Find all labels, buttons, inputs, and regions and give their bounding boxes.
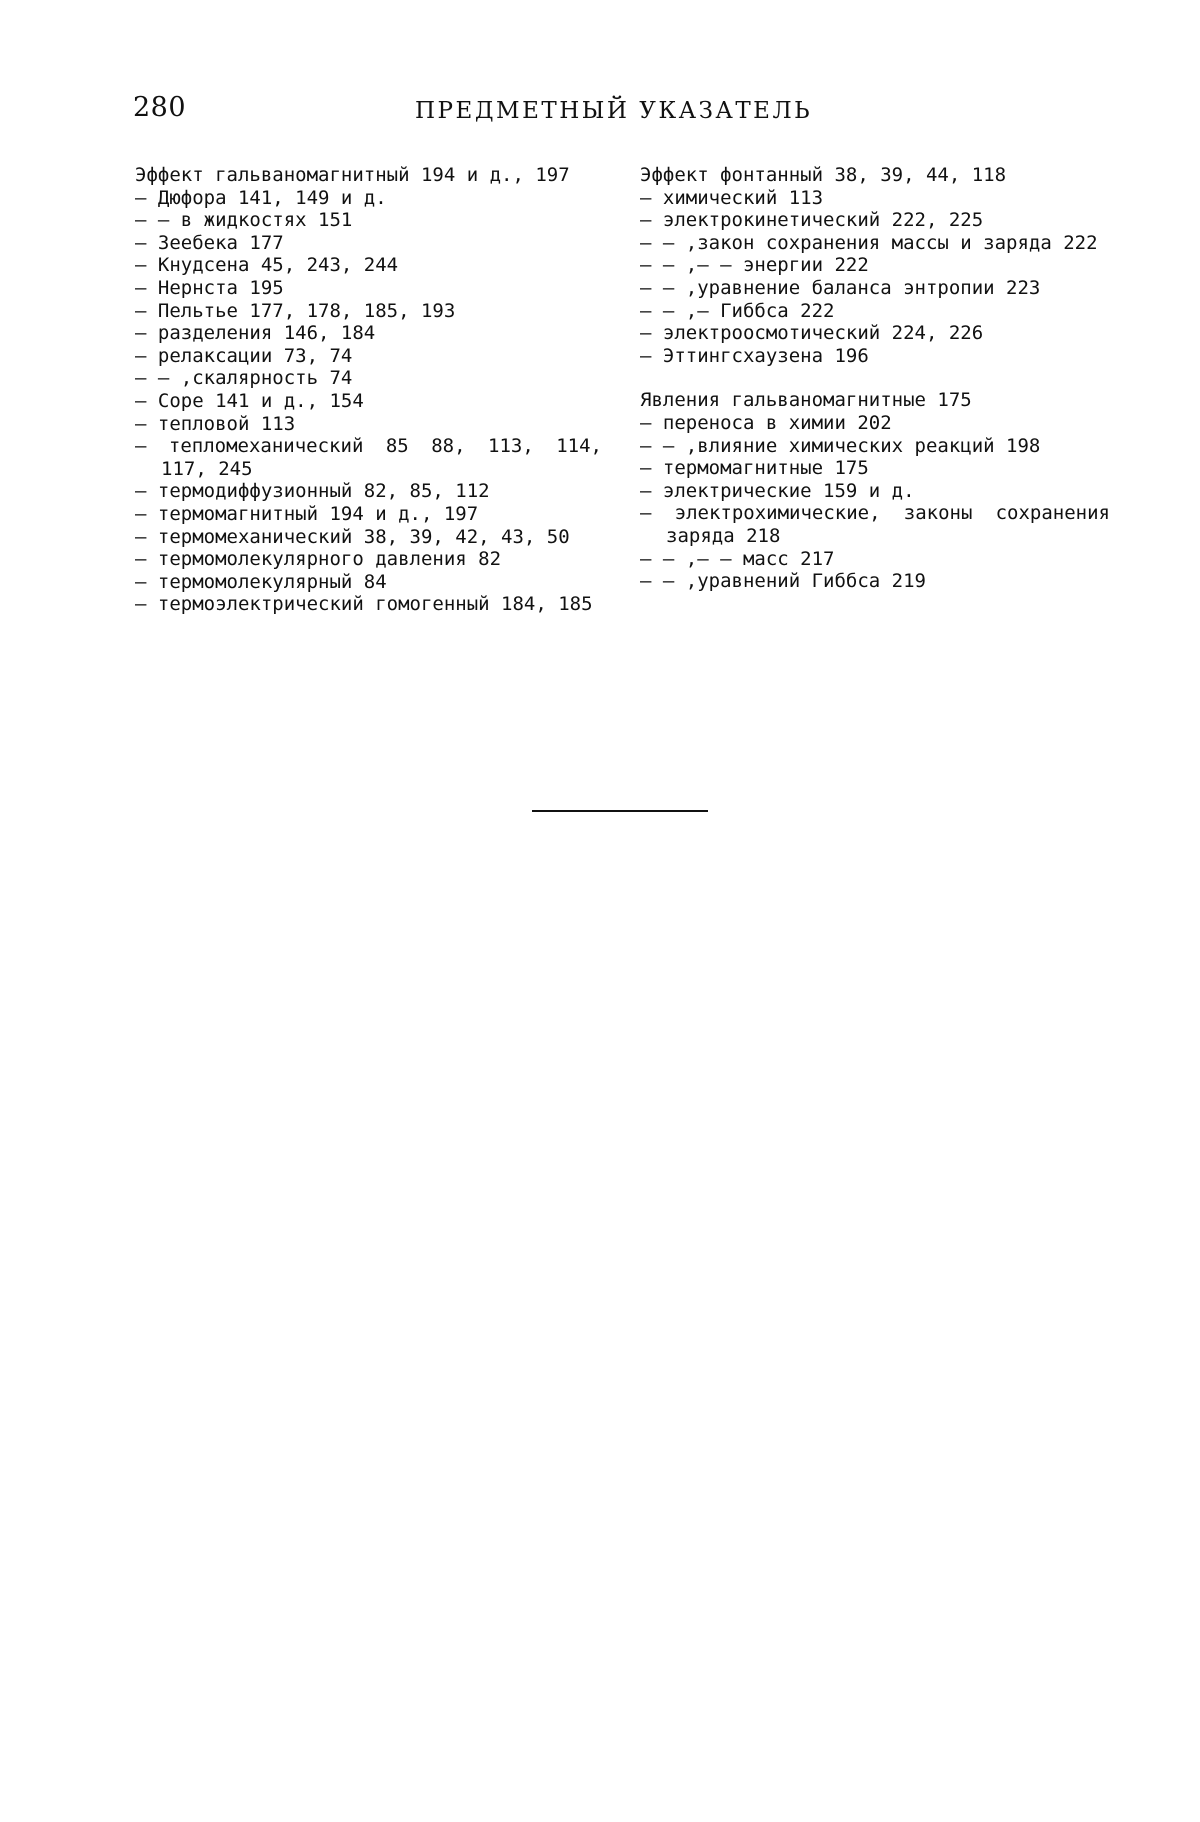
index-entry: — — ,уравнение баланса энтропии 223 bbox=[640, 276, 1041, 299]
index-entry: — термомагнитные 175 bbox=[640, 457, 869, 480]
index-entry: Эффект фонтанный 38, 39, 44, 118 bbox=[640, 164, 1007, 186]
index-entry: — электрохимические, законы сохранения заряда 218 bbox=[640, 502, 1110, 547]
index-entry: — Дюфора 141, 149 и д. bbox=[135, 186, 387, 209]
index-entry: — термомолекулярный 84 bbox=[135, 570, 387, 593]
index-entry: — переноса в химии 202 bbox=[640, 411, 892, 434]
index-entry: — термомеханический 38, 39, 42, 43, 50 bbox=[135, 525, 570, 548]
index-entry: — термомагнитный 194 и д., 197 bbox=[135, 502, 479, 525]
page-number: 280 bbox=[133, 92, 187, 123]
index-entry: — релаксации 73, 74 bbox=[135, 344, 353, 367]
index-entry: Явления гальваномагнитные 175 bbox=[640, 389, 972, 412]
index-entry: — электрокинетический 222, 225 bbox=[640, 209, 984, 232]
index-entry: — термомолекулярного давления 82 bbox=[135, 548, 502, 571]
index-entry: — — ,— Гиббса 222 bbox=[640, 299, 835, 322]
index-column-left bbox=[135, 164, 602, 616]
index-entry: — тепломеханический 85 88, 113, 114, 117, 245 bbox=[135, 435, 602, 480]
index-entry: — Нернста 195 bbox=[135, 276, 284, 299]
index-entry: — химический 113 bbox=[640, 186, 824, 209]
index-entry: — Кнудсена 45, 243, 244 bbox=[135, 254, 399, 277]
index-entry: — Соре 141 и д., 154 bbox=[135, 389, 364, 412]
index-entry: — — ,влияние химических реакций 198 bbox=[640, 434, 1041, 457]
index-entry: — термоэлектрический гомогенный 184, 185 bbox=[135, 593, 593, 616]
index-entry: — — в жидкостях 151 bbox=[135, 209, 353, 232]
index-column-right bbox=[640, 164, 1110, 593]
index-entry: — электрические 159 и д. bbox=[640, 479, 915, 502]
index-entry: — — ,— — энергии 222 bbox=[640, 254, 869, 277]
index-entry: — — ,скалярность 74 bbox=[135, 367, 353, 390]
index-entry: — — ,закон сохранения массы и заряда 222 bbox=[640, 231, 1098, 254]
index-entry: — термодиффузионный 82, 85, 112 bbox=[135, 480, 490, 503]
index-entry: — разделения 146, 184 bbox=[135, 322, 376, 345]
index-entry: — — ,— — масс 217 bbox=[640, 547, 835, 570]
index-entry: — Зеебека 177 bbox=[135, 231, 284, 254]
index-entry: — Эттингсхаузена 196 bbox=[640, 344, 869, 367]
index-entry: — Пельтье 177, 178, 185, 193 bbox=[135, 299, 456, 322]
index-entry: — — ,уравнений Гиббса 219 bbox=[640, 570, 926, 593]
page-header bbox=[133, 92, 813, 132]
index-entry: — электроосмотический 224, 226 bbox=[640, 322, 984, 345]
index-entry: — тепловой 113 bbox=[135, 412, 296, 435]
page-title: ПРЕДМЕТНЫЙ УКАЗАТЕЛЬ bbox=[415, 98, 813, 124]
index-entry: Эффект гальваномагнитный 194 и д., 197 bbox=[135, 164, 570, 186]
end-rule bbox=[532, 810, 708, 812]
